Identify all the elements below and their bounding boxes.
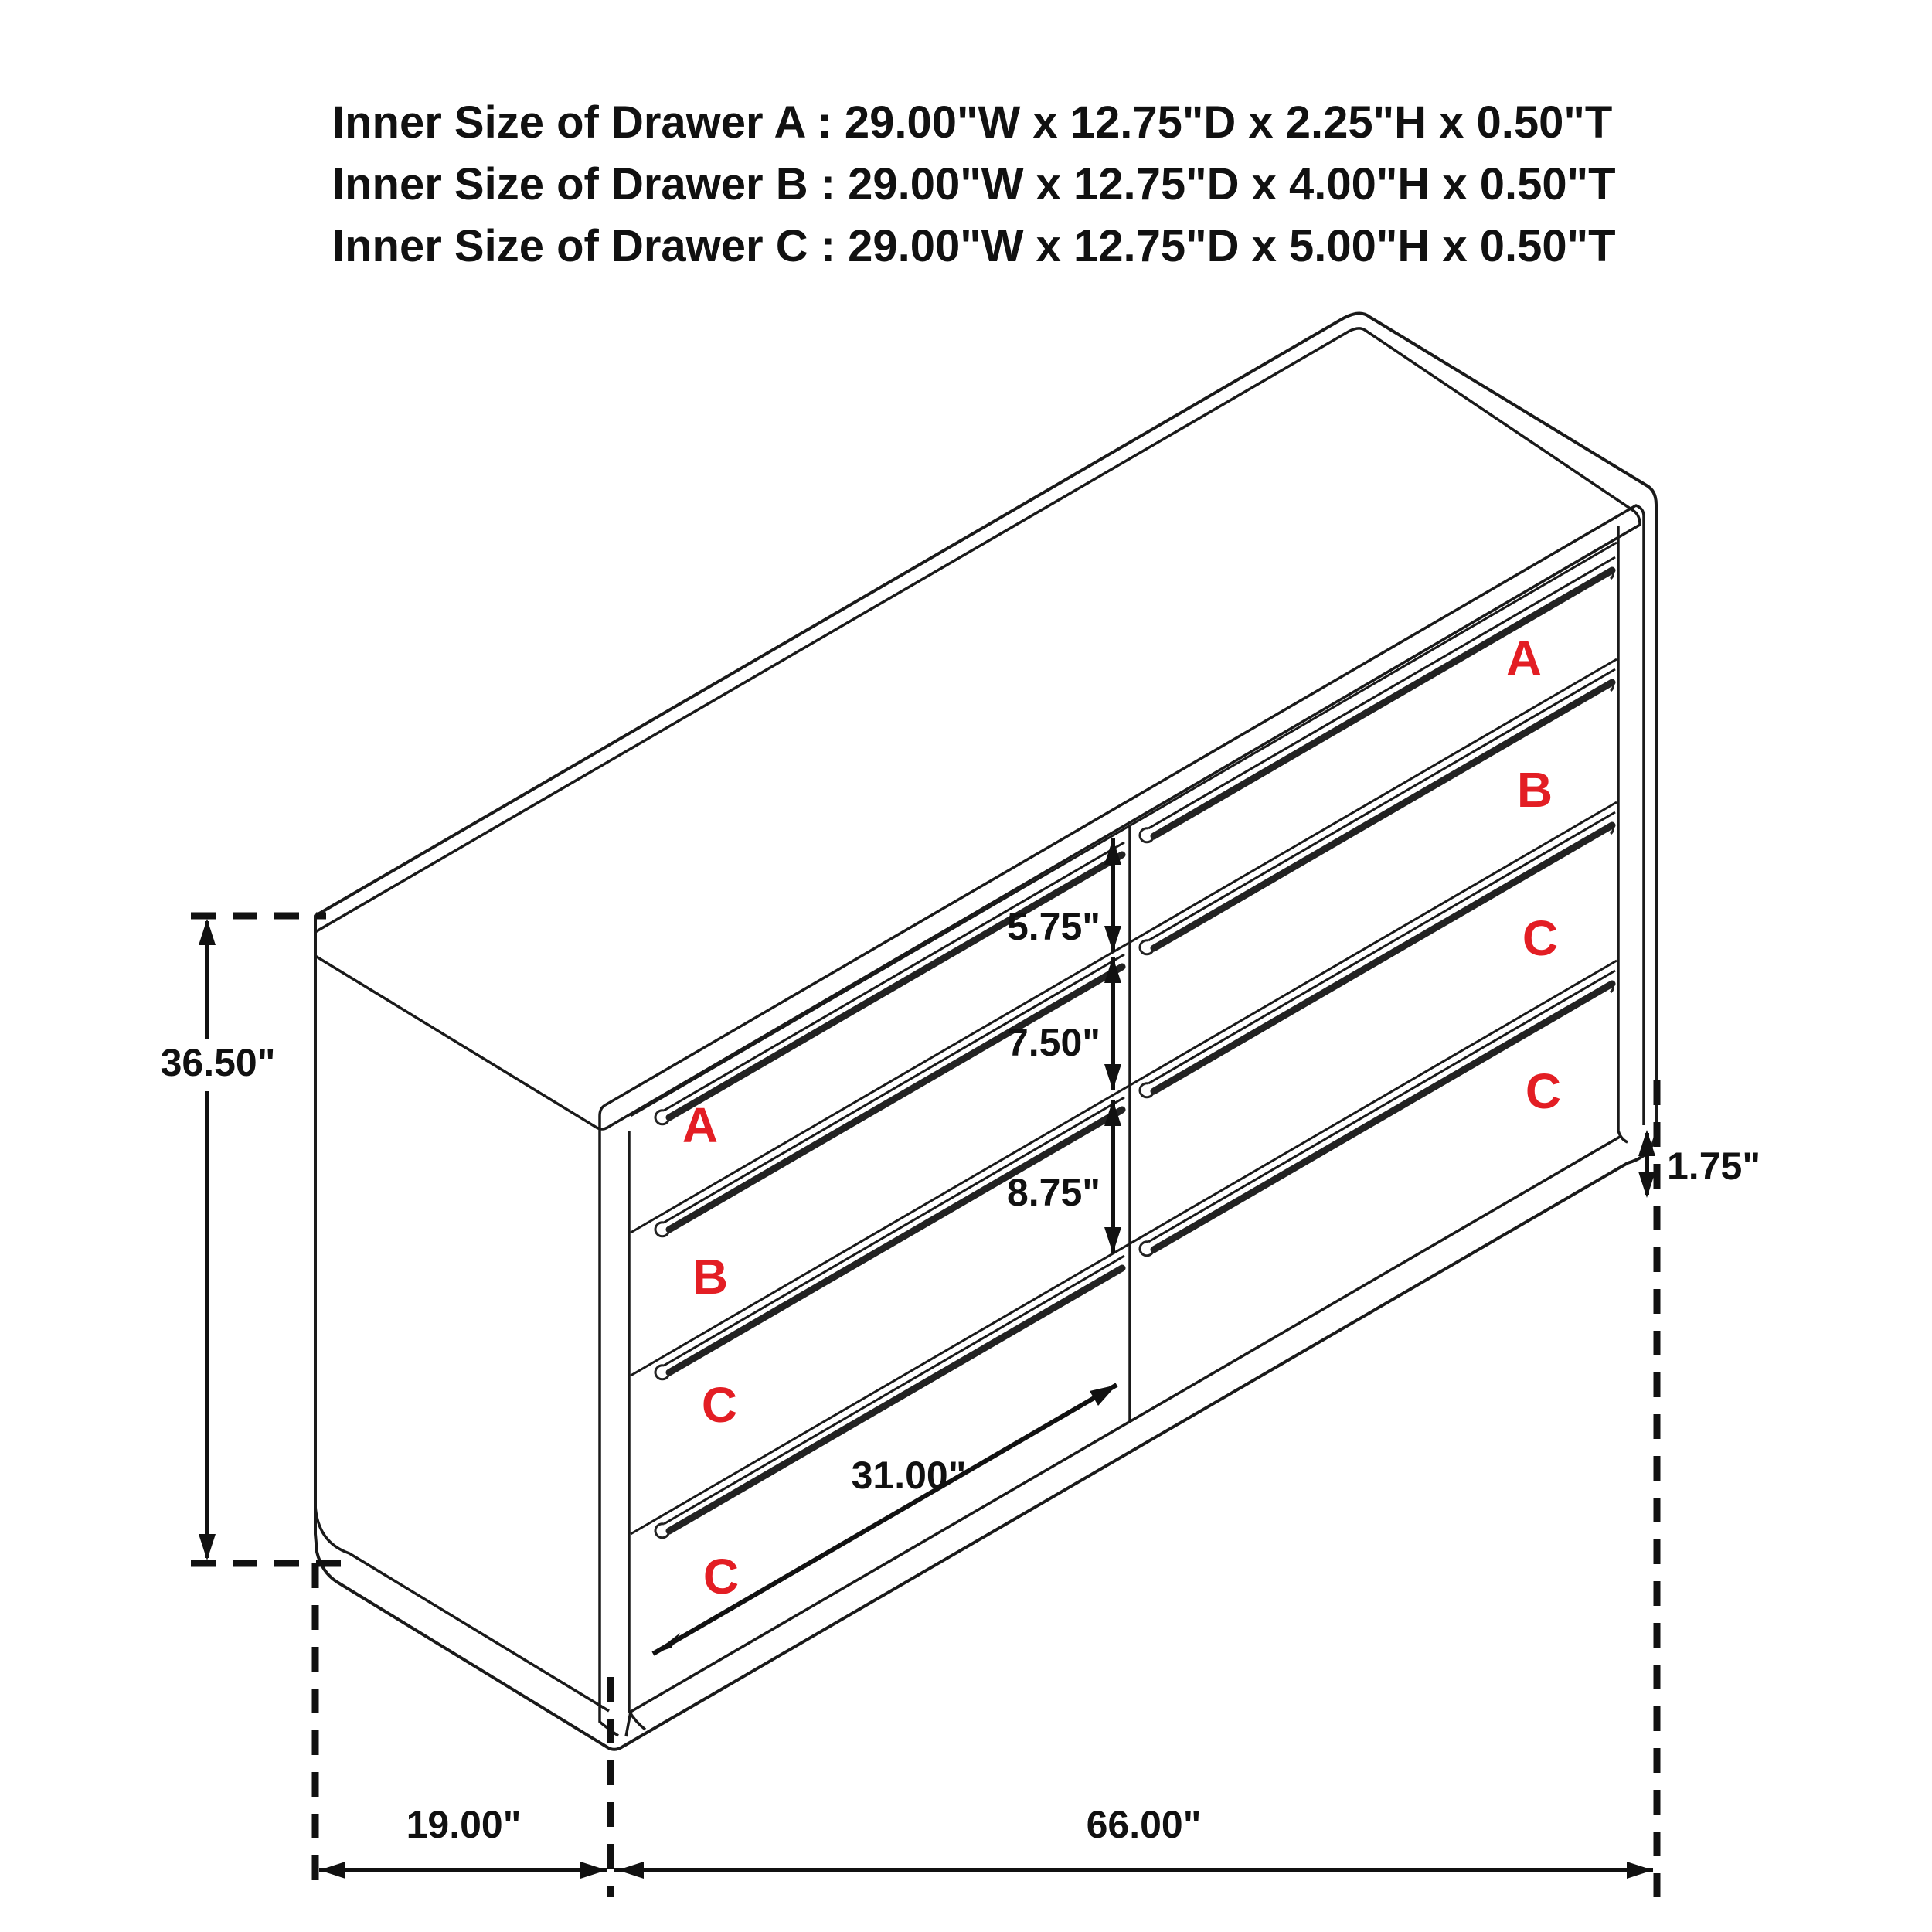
base-height-label: 1.75"	[1667, 1145, 1761, 1188]
dim-base-height	[1638, 1080, 1760, 1897]
drawer-b-height-label: 7.50"	[1006, 1021, 1100, 1064]
front-top-edge	[605, 505, 1644, 1125]
drawer-lip	[664, 842, 1124, 1111]
dim-depth	[315, 1563, 611, 1897]
drawer-label-left-c2: C	[702, 1549, 740, 1604]
drawer-handle-groove	[669, 1110, 1122, 1372]
dresser-drawing	[315, 313, 1656, 1749]
arrowhead-down	[1104, 1064, 1121, 1090]
row-boundary-c	[631, 802, 1617, 1376]
drawer-label-right-c2: C	[1525, 1063, 1562, 1119]
depth-label: 19.00"	[406, 1803, 522, 1846]
dim-overall-height	[161, 916, 357, 1563]
spec-line-drawer-a: Inner Size of Drawer A : 29.00"W x 12.75"D x 2.25"H x 0.50"T	[332, 97, 1613, 148]
drawer-area-top	[631, 543, 1617, 1116]
dim-width	[614, 1803, 1653, 1879]
row-boundary-b	[631, 659, 1617, 1233]
plinth-top-edge	[631, 1137, 1620, 1712]
spec-line-drawer-c: Inner Size of Drawer C : 29.00"W x 12.75"D x 5.00"H x 0.50"T	[332, 221, 1616, 271]
front-left-post-outer	[600, 1105, 618, 1736]
row-boundary-c2	[631, 961, 1617, 1534]
arrowhead-left	[319, 1862, 345, 1879]
arrowhead-left	[617, 1862, 644, 1879]
arrowhead-right	[580, 1862, 607, 1879]
drawer-width-label: 31.00"	[851, 1454, 967, 1497]
arrowhead-up	[199, 919, 216, 945]
spec-line-drawer-b: Inner Size of Drawer B : 29.00"W x 12.75"D x 4.00"H x 0.50"T	[332, 159, 1616, 209]
dresser-silhouette	[315, 313, 1656, 1749]
front-left-post-inner	[629, 1131, 645, 1730]
front-right-post-inner	[1618, 526, 1628, 1142]
drawer-label-left-c: C	[701, 1377, 738, 1433]
drawer-a-height-label: 5.75"	[1006, 905, 1100, 948]
drawer-label-right-b: B	[1516, 762, 1553, 818]
top-face-edges	[315, 328, 1640, 1129]
spec-header	[332, 97, 1616, 271]
drawer-label-left-a: A	[682, 1097, 719, 1153]
height-label: 36.50"	[160, 1041, 276, 1084]
side-bottom-edge	[315, 1505, 609, 1711]
drawer-label-left-b: B	[692, 1249, 729, 1304]
arrowhead-up-right	[1090, 1385, 1117, 1406]
plinth-left-step	[626, 1712, 631, 1736]
arrowhead-down	[1638, 1172, 1655, 1198]
width-label: 66.00"	[1086, 1803, 1202, 1846]
drawer-c-height-label: 8.75"	[1006, 1171, 1100, 1214]
drawer-lip	[664, 1097, 1124, 1366]
arrowhead-down	[199, 1534, 216, 1560]
drawer-label-right-c: C	[1522, 910, 1559, 966]
drawer-label-right-a: A	[1505, 631, 1543, 686]
arrowhead-right	[1627, 1862, 1653, 1879]
